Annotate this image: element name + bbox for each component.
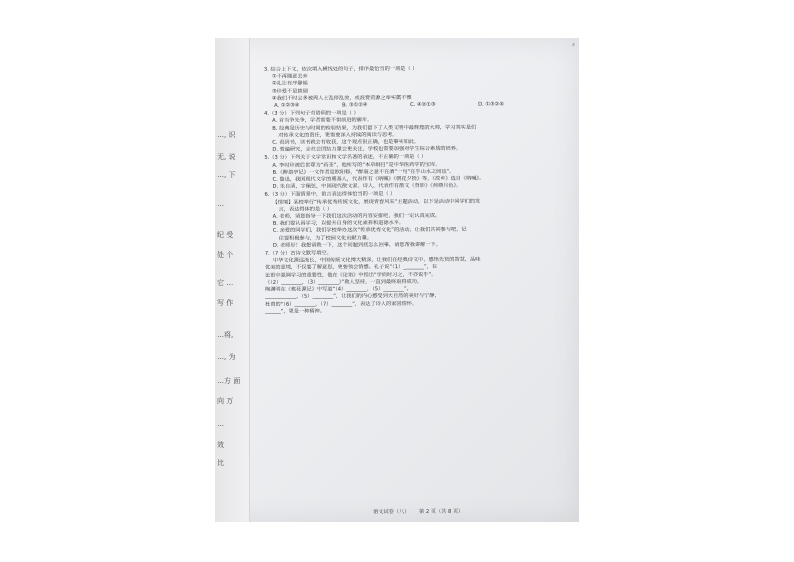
q5-stem: 5.（3 分）下列关于文学常识和文学名著的表述，不正确的一项是（ ） [264, 154, 427, 162]
q3-item: ②礼让有序静候 [271, 80, 308, 88]
question-4 [264, 109, 564, 154]
question-6 [265, 191, 565, 250]
q7-line: 陶渊明在《桃花源记》中写道“（4）________，（5）________”， [265, 286, 412, 293]
footer-exam-title: 语文试卷（八） [373, 508, 410, 516]
fragment: …将, [217, 331, 234, 339]
q7-line: 中华文化源远流长，中国传统文化博大精深，让我们在经典诗文中，感悟先贤的智慧，品味 [272, 256, 481, 265]
fragment: 比 [217, 459, 224, 467]
q4-option-b-cont: 对传承文化的责任，更需要深入持续的阅读与思考。 [278, 131, 398, 139]
q7-line: 优美的意境，不仅要了解意思，更要领会情感。孔子说“（1）________”，在 [264, 264, 438, 272]
q6-option-c: C. 亲爱的同学们，我们学校举办这次“传承优秀文化”的活动，让我们共同参与吧，记 [272, 227, 467, 235]
q3-option-a: A. ①②③④ [274, 102, 300, 109]
q7-line: ______”，更是一种精神。 [265, 308, 325, 315]
q6-option-d: D. 老师好！我想请教一下，这个问题到底怎么回事，请您帮我讲解一下。 [272, 241, 441, 249]
q3-item: ①不再随意丢弃 [271, 73, 308, 80]
fragment: 纪 受 [217, 231, 234, 239]
q4-option-a: A. 首当争先争，学者需要不惧前进的脚步。 [272, 117, 373, 125]
photographed-exam-page [215, 38, 579, 522]
question-3 [264, 65, 564, 110]
q3-stem: 3. 结合上下文，依次填入横线处的句子，排序最恰当的一项是（ ） [263, 65, 418, 73]
fragment: …, 下 [217, 171, 236, 179]
fragment: 它 … [217, 279, 234, 287]
q5-option-a: A. 李时珍被后世尊为“药圣”，他所写的“本草纲目”是中华医药学的宝库。 [272, 161, 441, 169]
fragment: …方 面 [217, 377, 241, 385]
fragment: …, 识 [217, 131, 236, 139]
q6-option-c-cont: 住要积极参与，为了校园文化贡献力量。 [278, 234, 373, 242]
q5-option-d: D. 朱自清，字佩弦，中国现代散文家、诗人，代表作有散文《背影》《荷塘月色》。 [272, 183, 462, 191]
fragment: 写 作 [217, 299, 234, 307]
q6-stem: 6.（3 分）下面情景中，语言表达得体恰当的一项是（ ） [264, 191, 396, 199]
q6-context-cont: 言，表达得体的是（ ） [278, 206, 333, 213]
q7-line: ____________，（5）________”，让我们的内心感受到大自然的美好与宁静， [265, 293, 440, 301]
fragment: … [217, 420, 224, 428]
exam-page [254, 38, 579, 522]
question-7 [265, 249, 565, 315]
footer-page-number: 第 2 页（共 8 页） [419, 508, 464, 515]
question-5 [264, 154, 564, 192]
q3-option-b: B. ③①②④ [342, 102, 368, 109]
q4-option-d: D. 普遍研究，全社会团结力量会更关注，学校也需要加强对学生综合素质的培养。 [272, 146, 462, 153]
q3-option-c: C. ④②①③ [410, 101, 436, 109]
q3-item: ④我们不时会多被周人士乱停乱放，或浪费资源之举实属不雅 [272, 94, 412, 102]
q6-option-b: B. 我们要认真学习，以提升自身的文化素养和道德水平。 [272, 220, 405, 228]
q4-option-b: B. 经典是历史与时间的检验结果，为我们留下了人类文明中最辉煌的大师，学习其实是们 [272, 124, 477, 132]
corner-mark: ε [572, 42, 575, 48]
q3-option-d: D. ①③②④ [478, 101, 505, 108]
fragment: 无, 说 [217, 153, 236, 161]
q7-stem: 7.（7 分）古诗文默写填空。 [264, 250, 332, 257]
q5-option-b: B.《醉翁亭记》一文作者是欧阳修，“醉翁之意不在酒”一句“在乎山水之间也”。 [272, 168, 455, 176]
fragment: … [217, 200, 224, 208]
q3-item: ③珍爱不是挑剔 [271, 88, 308, 95]
fragment: …, 为 [217, 353, 236, 361]
q6-context: 【情境】某校举行“传承优秀传统文化，展现青春风采”主题活动，以下是活动中同学们的发 [272, 198, 481, 206]
fragment: 效 [217, 441, 224, 449]
q7-line: 杜甫的“（6）________，（7）________”，表达了诗人的家国情怀。 [265, 300, 418, 308]
fragment: 向 万 [217, 397, 234, 405]
adjacent-page-strip [215, 38, 250, 522]
q7-line: 论语中强调学习的重要性，他在《论语》中指出“学而时习之，不亦说乎”。 [264, 271, 437, 279]
q7-line: 《（2）________，（3）________》”教人坚持，一直到最终取得成功。 [264, 278, 423, 286]
page-footer [256, 508, 579, 517]
q6-option-a: A. 老师，请您指导一下我们这次活动的内容安排吧，我们一定认真完成。 [272, 212, 441, 220]
exam-content [264, 65, 565, 315]
q5-option-c: C. 鲁迅，我国现代文学的奠基人，代表作有《呐喊》《朝花夕拾》等，《故乡》选自《呐喊》。 [272, 175, 485, 183]
q4-option-c: C. 看到书，读书就会有收获，这个观点很正确，也是事实如此。 [272, 139, 420, 146]
q4-stem: 4.（3 分）下列句子有语病的一项是（ ） [264, 110, 359, 118]
fragment: 处 个 [217, 251, 234, 259]
